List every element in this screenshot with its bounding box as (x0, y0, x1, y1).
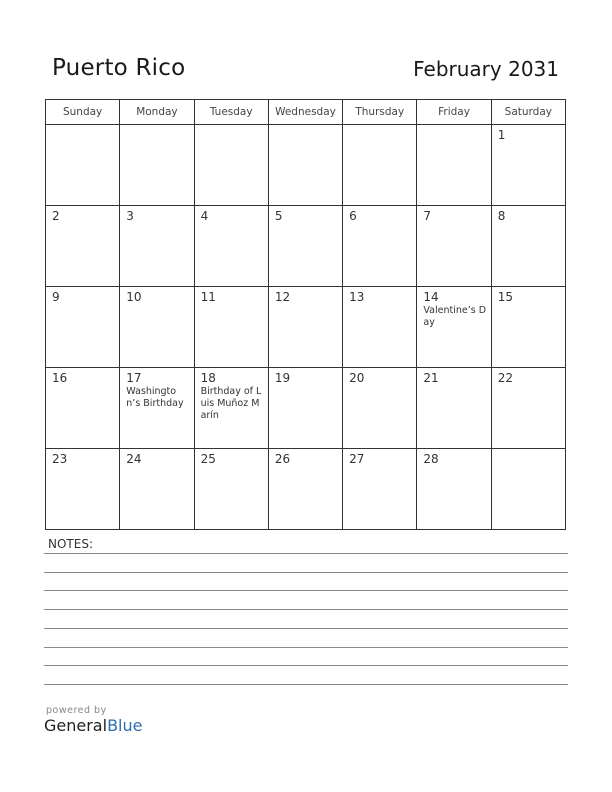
day-number: 17 (126, 371, 142, 385)
day-cell (491, 125, 565, 206)
day-number: 23 (52, 452, 68, 466)
day-number: 14 (423, 290, 439, 304)
day-cell (194, 206, 268, 287)
day-cell (417, 206, 491, 287)
day-number: 21 (423, 371, 439, 385)
day-cell (46, 287, 120, 368)
day-cell (268, 206, 342, 287)
day-cell (120, 449, 194, 530)
day-number: 9 (52, 290, 60, 304)
weekday-header-row (46, 100, 566, 125)
day-number: 7 (423, 209, 432, 223)
week-row (46, 449, 566, 530)
day-cell (343, 287, 417, 368)
day-cell (46, 368, 120, 449)
day-cell (343, 206, 417, 287)
day-cell (491, 449, 565, 530)
week-row (46, 368, 566, 449)
powered-by-text: powered by (46, 705, 107, 716)
day-cell (491, 206, 565, 287)
day-cell (417, 287, 491, 368)
notes-line (44, 590, 568, 591)
brand-general: General (44, 716, 108, 735)
day-number: 22 (497, 371, 513, 385)
day-cell (417, 449, 491, 530)
brand-blue: Blue (107, 716, 143, 735)
weekday-sunday: Sunday (46, 100, 120, 125)
calendar-grid (45, 99, 566, 530)
day-cell (268, 287, 342, 368)
day-cell (343, 449, 417, 530)
day-number: 28 (423, 452, 439, 466)
weekday-thursday: Thursday (343, 100, 417, 125)
day-cell (194, 287, 268, 368)
day-number: 8 (497, 209, 506, 223)
day-cell (46, 125, 120, 206)
day-cell (194, 449, 268, 530)
holiday-label: Valentine’s Day (423, 305, 487, 328)
weekday-tuesday: Tuesday (194, 100, 268, 125)
day-number: 25 (200, 452, 216, 466)
day-number: 1 (497, 128, 506, 142)
day-cell (268, 368, 342, 449)
day-cell (343, 125, 417, 206)
day-number: 18 (200, 371, 216, 385)
notes-line (44, 572, 568, 573)
notes-line (44, 553, 568, 554)
day-number: 13 (349, 290, 365, 304)
day-cell (268, 449, 342, 530)
day-number: 27 (349, 452, 365, 466)
month-year-title: February 2031 (413, 57, 559, 81)
notes-line (44, 609, 568, 610)
day-number: 4 (200, 209, 209, 223)
notes-line (44, 647, 568, 648)
weekday-monday: Monday (120, 100, 194, 125)
week-row (46, 206, 566, 287)
brand-name (44, 716, 142, 735)
day-cell (120, 206, 194, 287)
day-cell (417, 125, 491, 206)
generalblue-logo (44, 705, 142, 735)
weekday-friday: Friday (417, 100, 491, 125)
day-number: 10 (126, 290, 142, 304)
day-number: 26 (274, 452, 291, 466)
holiday-label: Washington’s Birthday (126, 386, 184, 409)
day-cell (46, 449, 120, 530)
day-cell (120, 125, 194, 206)
weekday-wednesday: Wednesday (268, 100, 342, 125)
day-cell (268, 125, 342, 206)
notes-line (44, 628, 568, 629)
notes-line (44, 665, 568, 666)
day-cell (120, 287, 194, 368)
day-number: 20 (349, 371, 365, 385)
day-cell (491, 287, 565, 368)
day-number: 12 (274, 290, 291, 304)
day-number: 5 (274, 209, 283, 223)
day-number: 24 (126, 452, 142, 466)
day-number: 11 (200, 290, 216, 304)
day-cell (417, 368, 491, 449)
day-number: 6 (349, 209, 357, 223)
day-number: 16 (52, 371, 68, 385)
day-number: 19 (274, 371, 291, 385)
day-number: 2 (52, 209, 60, 223)
day-cell (194, 368, 268, 449)
weekday-saturday: Saturday (491, 100, 565, 125)
day-cell (343, 368, 417, 449)
day-number: 3 (126, 209, 134, 223)
day-number: 15 (497, 290, 513, 304)
day-cell (194, 125, 268, 206)
holiday-label: Birthday of Luis Muñoz Marín (200, 386, 262, 421)
week-row (46, 125, 566, 206)
day-cell (120, 368, 194, 449)
notes-line (44, 684, 568, 685)
country-title: Puerto Rico (52, 55, 186, 81)
week-row (46, 287, 566, 368)
day-cell (491, 368, 565, 449)
day-cell (46, 206, 120, 287)
notes-label: NOTES: (48, 537, 93, 551)
